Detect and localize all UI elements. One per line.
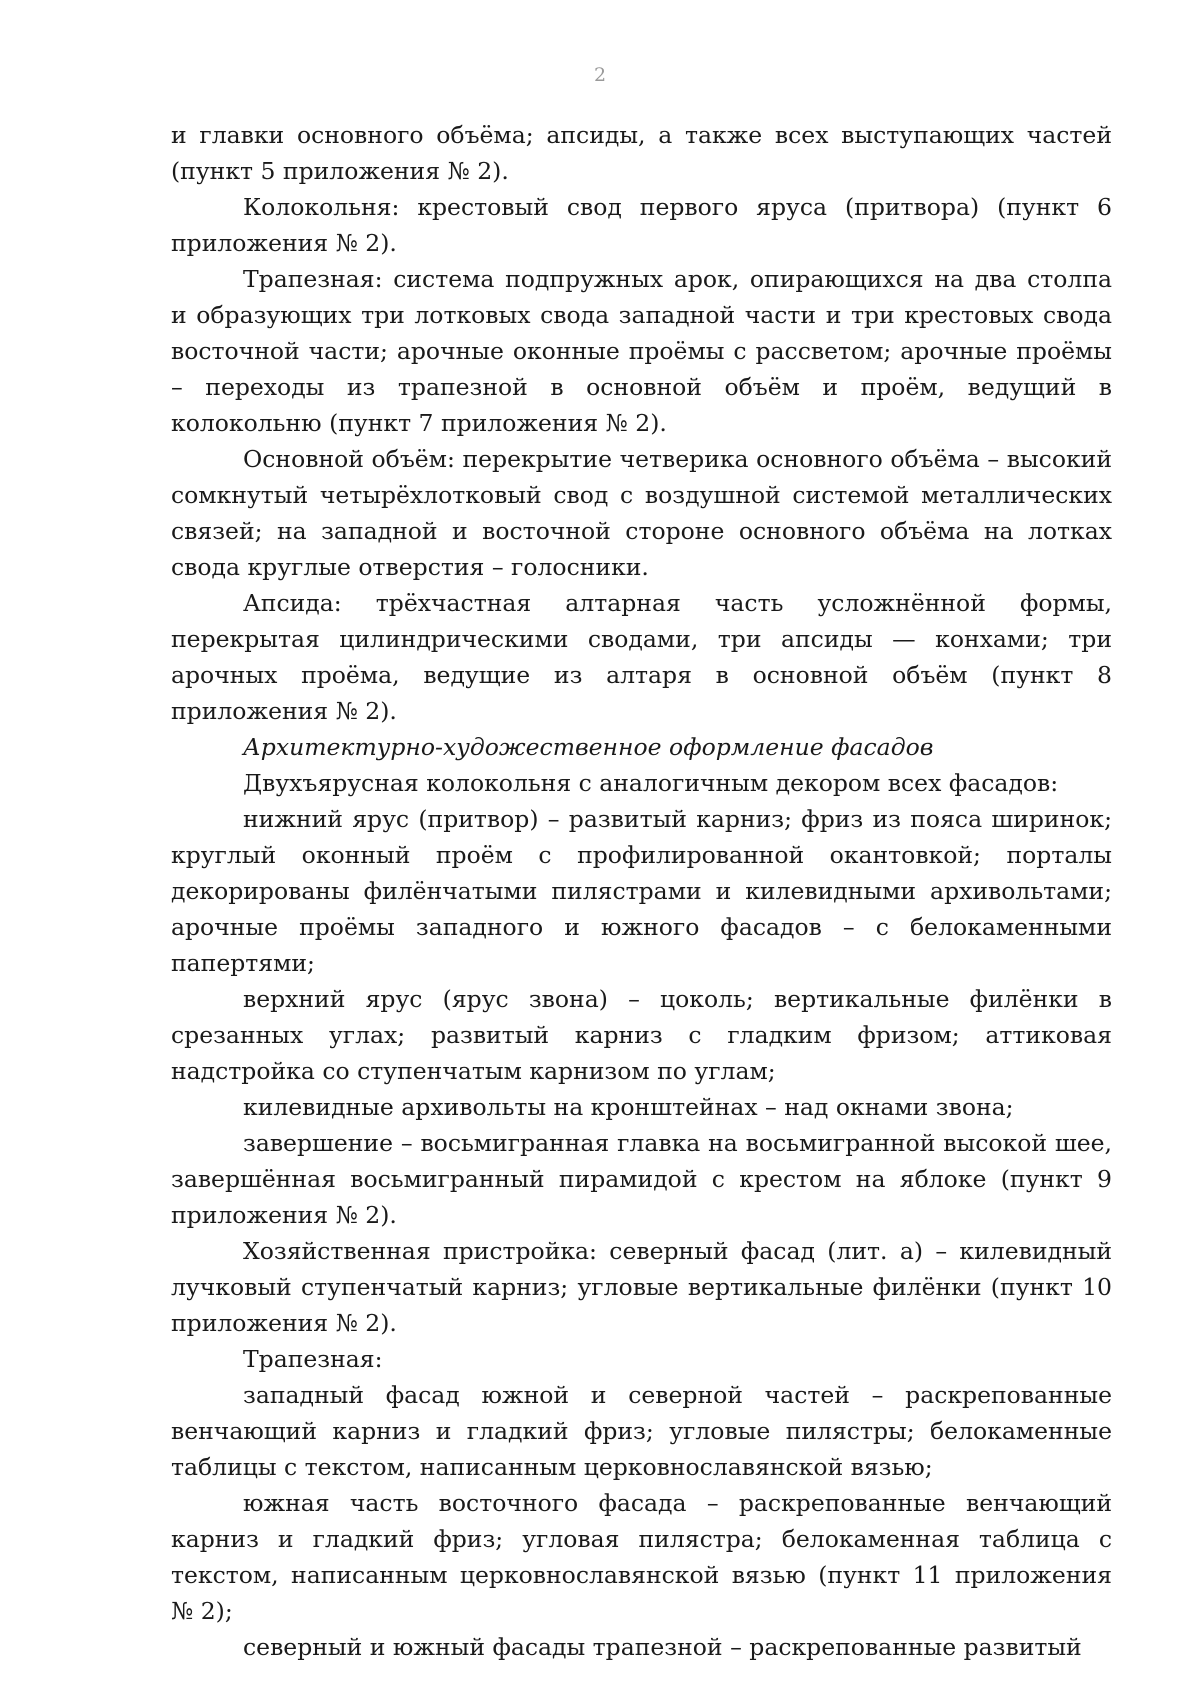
paragraph: Основной объём: перекрытие четверика основного объёма – высокий сомкнутый четырёхлотковый свод с воздушной системой металлических связей; на западной и восточной стороне основного объёма на лотках свода круглые отверстия – голосники.	[171, 445, 1112, 581]
paragraph: Колокольня: крестовый свод первого яруса (притвора) (пункт 6 приложения № 2).	[171, 193, 1112, 257]
paragraph: Хозяйственная пристройка: северный фасад (лит. а) – килевидный лучковый ступенчатый карниз; угловые вертикальные филёнки (пункт 10 приложения № 2).	[171, 1237, 1112, 1337]
paragraph: и главки основного объёма; апсиды, а также всех выступающих частей (пункт 5 приложения № 2).	[171, 121, 1112, 185]
paragraph: завершение – восьмигранная главка на восьмигранной высокой шее, завершённая восьмигранный пирамидой с крестом на яблоке (пункт 9 приложения № 2).	[171, 1129, 1112, 1229]
paragraph: килевидные архивольты на кронштейнах – над окнами звона;	[243, 1093, 1014, 1121]
paragraph: нижний ярус (притвор) – развитый карниз; фриз из пояса ширинок; круглый оконный проём с профилированной окантовкой; порталы декорированы филёнчатыми пилястрами и килевидными архивольтами; арочные проёмы западного и южного фасадов – с белокаменными папертями;	[171, 805, 1112, 977]
paragraph: северный и южный фасады трапезной – раскрепованные развитый	[243, 1633, 1082, 1661]
paragraph: Апсида: трёхчастная алтарная часть усложнённой формы, перекрытая цилиндрическими сводами, три апсиды — конхами; три арочных проёма, ведущие из алтаря в основной объём (пункт 8 приложения № 2).	[171, 589, 1112, 725]
paragraph: южная часть восточного фасада – раскрепованные венчающий карниз и гладкий фриз; угловая пилястра; белокаменная таблица с текстом, написанным церковнославянской вязью (пункт 11 приложения № 2);	[171, 1489, 1112, 1625]
page-number: 2	[593, 64, 607, 86]
paragraph: Трапезная:	[243, 1345, 383, 1373]
section-heading: Архитектурно-художественное оформление фасадов	[243, 733, 934, 761]
document-body	[171, 117, 1112, 1665]
paragraph: Трапезная: система подпружных арок, опирающихся на два столпа и образующих три лотковых свода западной части и три крестовых свода восточной части; арочные оконные проёмы с рассветом; арочные проёмы – переходы из трапезной в основной объём и проём, ведущий в колокольню (пункт 7 приложения № 2).	[171, 265, 1112, 437]
paragraph: Двухъярусная колокольня с аналогичным декором всех фасадов:	[243, 769, 1059, 797]
paragraph: западный фасад южной и северной частей – раскрепованные венчающий карниз и гладкий фриз; угловые пилястры; белокаменные таблицы с текстом, написанным церковнославянской вязью;	[171, 1381, 1112, 1481]
paragraph: верхний ярус (ярус звона) – цоколь; вертикальные филёнки в срезанных углах; развитый карниз с гладким фризом; аттиковая надстройка со ступенчатым карнизом по углам;	[171, 985, 1112, 1085]
